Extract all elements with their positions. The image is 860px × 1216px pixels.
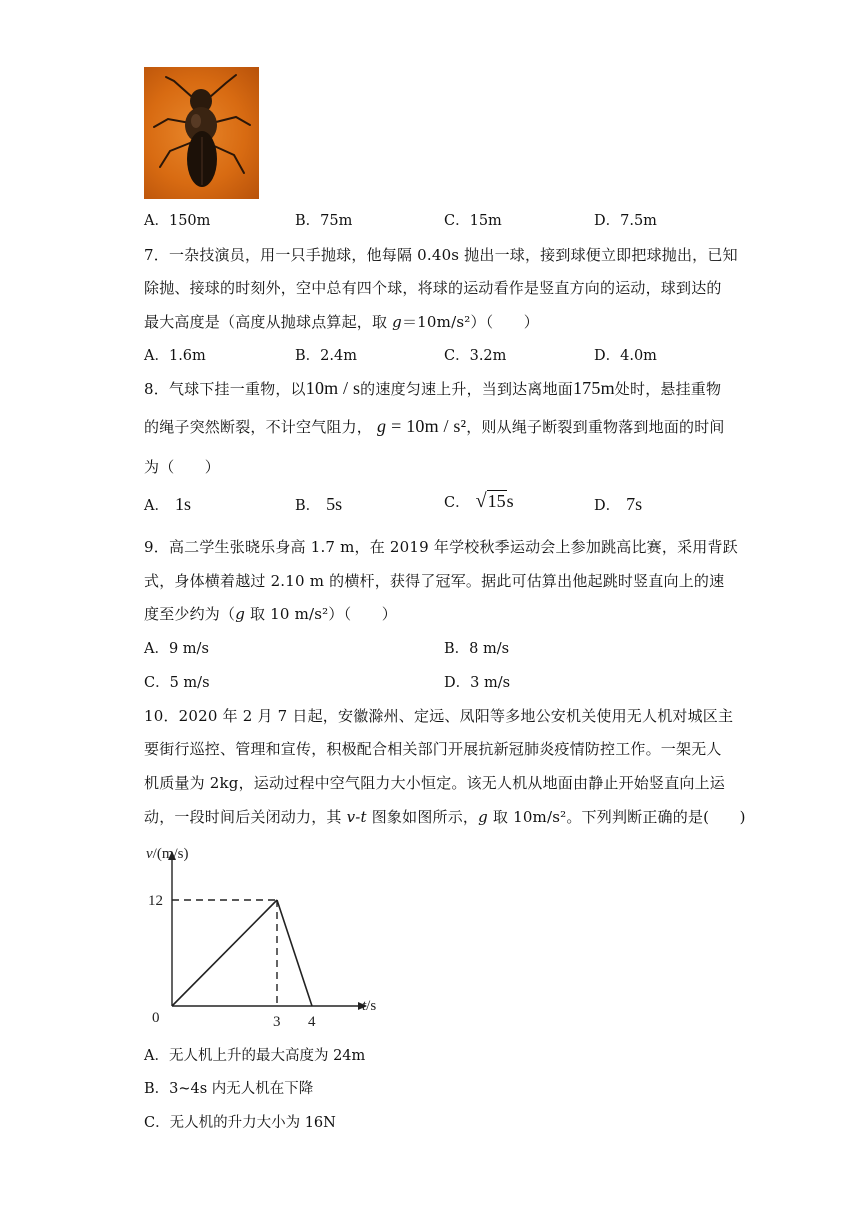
q9-option-a: A．9 m/s <box>144 641 209 657</box>
q8-option-a-label: A． <box>144 498 169 514</box>
q10-option-a: A．无人机上升的最大高度为 24m <box>144 1048 366 1064</box>
q10-line-4-pre: 动，一段时间后关闭动力，其 <box>144 808 347 826</box>
q9-line-2: 式，身体横着越过 2.10 m 的横杆，获得了冠军。据此可估算出他起跳时竖直向上的速 <box>144 572 725 590</box>
q9-line-1: 9．高二学生张晓乐身高 1.7 m，在 2019 年学校秋季运动会上参加跳高比赛，采用背跃 <box>144 538 738 556</box>
q9-line-3-post: 取 10 m/s²）（ ） <box>245 605 397 623</box>
q7-line-1: 7．一杂技演员，用一只手抛球，他每隔 0.40s 抛出一球，接到球便立即把球抛出，已知 <box>144 246 738 264</box>
q8-option-d-label: D． <box>594 498 621 514</box>
q9-option-b: B．8 m/s <box>444 641 510 657</box>
q8-option-b-label: B． <box>295 498 321 514</box>
q10-var-g: g <box>478 808 488 826</box>
q7-line-3 <box>144 311 539 332</box>
q6-option-b: B．75m <box>295 213 353 229</box>
q8-height: 175m <box>572 378 615 398</box>
q10-var-vt: v-t <box>346 808 367 826</box>
q8-gravity: = 10m / s² <box>391 416 467 436</box>
q7-option-b: B．2.4m <box>295 348 357 364</box>
y-tick-label: 12 <box>148 893 163 909</box>
y-axis-label: v/(m/s) <box>146 846 189 862</box>
q8-line-2 <box>144 416 725 437</box>
q8-line-3: 为（ ） <box>144 458 221 476</box>
q8-text-2c: ，则从绳子断裂到重物落到地面的时间 <box>466 418 725 436</box>
q9-var-g: g <box>235 605 246 623</box>
x-axis-label: t/s <box>362 998 377 1014</box>
q9-option-d: D．3 m/s <box>444 675 511 691</box>
q7-option-a: A．1.6m <box>144 348 206 364</box>
q10-option-c: C．无人机的升力大小为 16N <box>144 1115 336 1131</box>
q10-line-2: 要街行巡控、管理和宣传，积极配合相关部门开展抗新冠肺炎疫情防控工作。一架无人 <box>144 740 722 758</box>
radical-sign: √ <box>475 490 487 512</box>
q9-line-3 <box>144 603 397 624</box>
q8-var-g: g <box>376 416 387 436</box>
q8-text-2a: 的绳子突然断裂，不计空气阻力， <box>144 418 373 436</box>
q9-option-c: C．5 m/s <box>144 675 210 691</box>
q9-line-3-pre: 度至少约为（ <box>144 605 236 623</box>
series-segment <box>277 900 312 1006</box>
q8-option-a-value: 1s <box>174 494 191 514</box>
q8-option-c <box>444 490 514 513</box>
q6-option-a: A．150m <box>144 213 211 229</box>
x-tick-label: 4 <box>308 1014 316 1030</box>
velocity-series <box>172 900 312 1006</box>
q10-line-4 <box>144 806 746 827</box>
origin-label: 0 <box>152 1010 160 1026</box>
q8-text-a: 8．气球下挂一重物，以 <box>144 380 306 398</box>
q8-speed: 10m / s <box>305 378 361 398</box>
q8-option-d-value: 7s <box>626 494 643 514</box>
q8-option-c-label: C． <box>444 495 470 511</box>
vt-chart <box>140 840 380 1030</box>
beetle-photo <box>144 67 259 199</box>
q10-option-b: B．3~4s 内无人机在下降 <box>144 1081 314 1097</box>
q8-option-b <box>295 494 342 515</box>
x-tick-label: 3 <box>273 1014 281 1030</box>
q8-line-1 <box>144 378 721 399</box>
q7-var-g: g <box>392 313 402 331</box>
q10-line-1: 10．2020 年 2 月 7 日起，安徽滁州、定远、凤阳等多地公安机关使用无人机对城区主 <box>144 707 734 725</box>
q8-option-d <box>594 494 642 515</box>
q10-line-4-post: 取 10m/s²。下列判断正确的是( ) <box>487 808 746 826</box>
sqrt-expression <box>476 490 507 513</box>
q8-option-c-unit: s <box>506 491 514 511</box>
q10-line-3: 机质量为 2kg，运动过程中空气阻力大小恒定。该无人机从地面由静止开始竖直向上运 <box>144 774 726 792</box>
q7-option-d: D．4.0m <box>594 348 657 364</box>
q7-option-c: C．3.2m <box>444 348 507 364</box>
series-segment <box>172 900 277 1006</box>
q8-option-b-value: 5s <box>326 494 343 514</box>
q6-option-d: D．7.5m <box>594 213 657 229</box>
q6-option-c: C．15m <box>444 213 502 229</box>
q10-line-4-mid: 图象如图所示， <box>366 808 479 826</box>
q7-line-2: 除抛、接球的时刻外，空中总有四个球，将球的运动看作是竖直方向的运动，球到达的 <box>144 279 722 297</box>
q8-option-c-radicand: 15 <box>487 491 506 511</box>
q8-text-c: 的速度匀速上升，当到达离地面 <box>360 380 573 398</box>
q8-option-a <box>144 494 191 515</box>
q7-line-3-post: ＝10m/s²）（ ） <box>401 313 539 331</box>
q8-text-e: 处时，悬挂重物 <box>614 380 722 398</box>
q7-line-3-pre: 最大高度是（高度从抛球点算起，取 <box>144 313 393 331</box>
